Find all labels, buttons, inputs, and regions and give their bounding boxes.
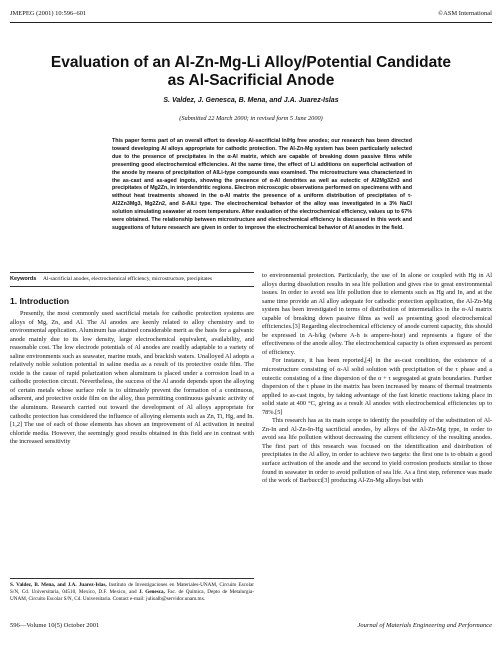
right-column [262, 272, 492, 486]
left-column [10, 272, 254, 447]
section-heading: 1. Introduction [10, 296, 70, 306]
affiliation-text-1: Instituto de Investigaciones en Materiales-UNAM, Circuito Escolar S/N, Cd. Universitaria, 04510, Mexico, D.F. Mexico, and [10, 582, 254, 595]
title-line-1: Evaluation of an Al-Zn-Mg-Li Alloy/Potential Candidate [50, 54, 452, 71]
submission-dates: (Submitted 22 March 2000; in revised form 5 June 2000) [179, 115, 323, 122]
page-info: 596—Volume 10(5) October 2001 [10, 622, 100, 629]
copyright-notice: ©ASM International [438, 10, 492, 17]
header-rule [10, 22, 492, 23]
abstract: This paper forms part of an overall effort to develop Al-sacrificial In/Hg free anodes; our research has been directed toward developing Al alloys appropriate for cathodic protection. The Al-Zn-Mg system has been particularly selected due to the presence of precipitates in the α-Al matrix, which are capable of breaking down passive films while presenting good electrochemical efficiencies. At the same time, the effect of Li additions on superficial activation of the anode by means of precipitation of AlLi-type compounds was examined. The microstructure was characterized in the as-cast and as-aged ingots, showing the presence of α-Al dendrites as well as eutectic of Al2Mg3Zn3 and precipitates of Mg2Zn, in interdendritic regions. Electron microscopic observations performed on specimens with and without heat treatments showed in the α-Al matrix the presence of a uniform distribution of precipitates of τ-Al2Zn3Mg3, Mg2Zn2, and δ-AlLi type. The electrochemical behavior of the alloy was investigated in a 3% NaCl solution simulating seawater at room temperature. After evaluation of the electrochemical efficiency, values up to 67% were obtained. The relationship between microstructure and electrochemical efficiency is discussed in this work and suggestions of future research are given in order to improve the electrochemical behavior of Al anodes in the field. [112, 138, 412, 231]
keywords-list: Al-sacrificial anodes, electrochemical efficiency, microstructure, precipitates [43, 276, 213, 282]
affiliation-names-2: and J.A. Juarez-Islas, [57, 582, 109, 588]
journal-name: Journal of Materials Engineering and Performance [357, 622, 492, 629]
running-header [10, 10, 492, 20]
author-list: S. Valdez, J. Genesca, B. Mena, and J.A. Juarez-Islas [163, 97, 339, 104]
author-affiliation [10, 578, 254, 602]
affiliation-text-2: Fac. de Quimica, Depto de Metalurgia-UNAM, Circuito Escolar S/N, Cd. Universitaria. Contact e-mail: julioalb@servidor.unam.mx. [10, 588, 254, 602]
article-title [28, 54, 474, 90]
body-paragraph: Presently, the most commonly used sacrificial metals for cathodic protection systems are alloys of Mg, Zn, and Al. The Al anodes are keenly related to alloy chemistry and to environmental application. Aluminum has attained considerable merit as the basis for a galvanic anode mainly due to its low density, large electrochemical equivalent, availability, and reasonable cost. The low electrode potentials of Al anodes are readily adaptable to a variety of saline environments such as seawater, marine muds, and brackish waters. Unalloyed Al adopts a relatively noble solution potential in saline media as a result of its protective oxide film. The oxide is the cause of rapid polarization when aluminum is placed under a corrosion load in a cathodic protection circuit. Nevertheless, the success of the Al anode depends upon the alloying of certain metals whose surface role is to ultimately prevent the formation of a continuous, adherent, and protective oxide film on the alloy, thus permitting continuous galvanic activity of the aluminum. Research carried out toward the development of Al alloys appropriate for cathodic protection has considered the influence of alloying elements such as Zn, Ti, Hg, and In.[1,2] The use of each of those elements has shown an improvement of Al activation in neutral chloride media. However, the seemingly good results obtained in this field are in contrast with the increased sensitivity [10, 310, 254, 446]
title-line-2: as Al-Sacrificial Anode [167, 72, 335, 89]
journal-reference: JMEPEG (2001) 10:596–601 [10, 10, 87, 17]
affiliation-names: S. Valdez, B. Mena, [10, 582, 58, 588]
body-paragraph: For instance, it has been reported,[4] in the as-cast condition, the existence of a microstructure consisting of α-Al solid solution with precipitation of the τ phase and a eutectic consisting of a fine dispersion of the α + τ segregated at grain boundaries. Further dispersion of the τ phase in the matrix has been increased by means of thermal treatments applied to as-cast ingots, by taking advantage of the fast kinetic reactions taking place in solid state at 400 °C, giving as a result Al anodes with electrochemical efficiencies up to 78%.[5] [262, 357, 492, 416]
body-paragraph: to environmental protection. Particularly, the use of In alone or coupled with Hg in Al alloys during dissolution results in sea life pollution and gives rise to great environmental issues. In order to avoid sea life pollution due to elements such as Hg and In, and at the same time provide an Al alloy adequate for cathodic protection application, the Al-Zn-Mg system has been investigated in terms of distribution of intermetallics in the α-Al matrix capable of breaking down passive films as well as presenting good electrochemical efficiencies.[3] Regarding electrochemical efficiency of anode current capacity, this should be expressed in A-h/kg (where A-h is ampere-hour) and represents a figure of the effectiveness of the anode alloy. The electrochemical capacity is often expressed as percent of efficiency. [262, 272, 492, 356]
affiliation-names-3: J. Genesca, [138, 588, 168, 595]
body-paragraph: This research has as its main scope to identify the possibility of the substitution of Al-Zn-In and Al-Zn-In-Hg sacrificial anodes, by alloys of the Al-Zn-Mg type, in order to avoid sea life pollution without decreasing the current efficiency of the resulting anodes. The first part of this research was focused on the identification and distribution of precipitates in the Al alloy, in order to achieve two targets: the first one is to obtain a good surface activation of the anode and the second to yield corrosion products similar to those found in seawater in order to avoid pollution of sea life. As a first step, reference was made of the work of Barbucci[3] producing Al-Zn-Mg alloys but with [262, 417, 492, 485]
keywords-label: Keywords [10, 276, 37, 282]
keywords-box [10, 272, 254, 287]
